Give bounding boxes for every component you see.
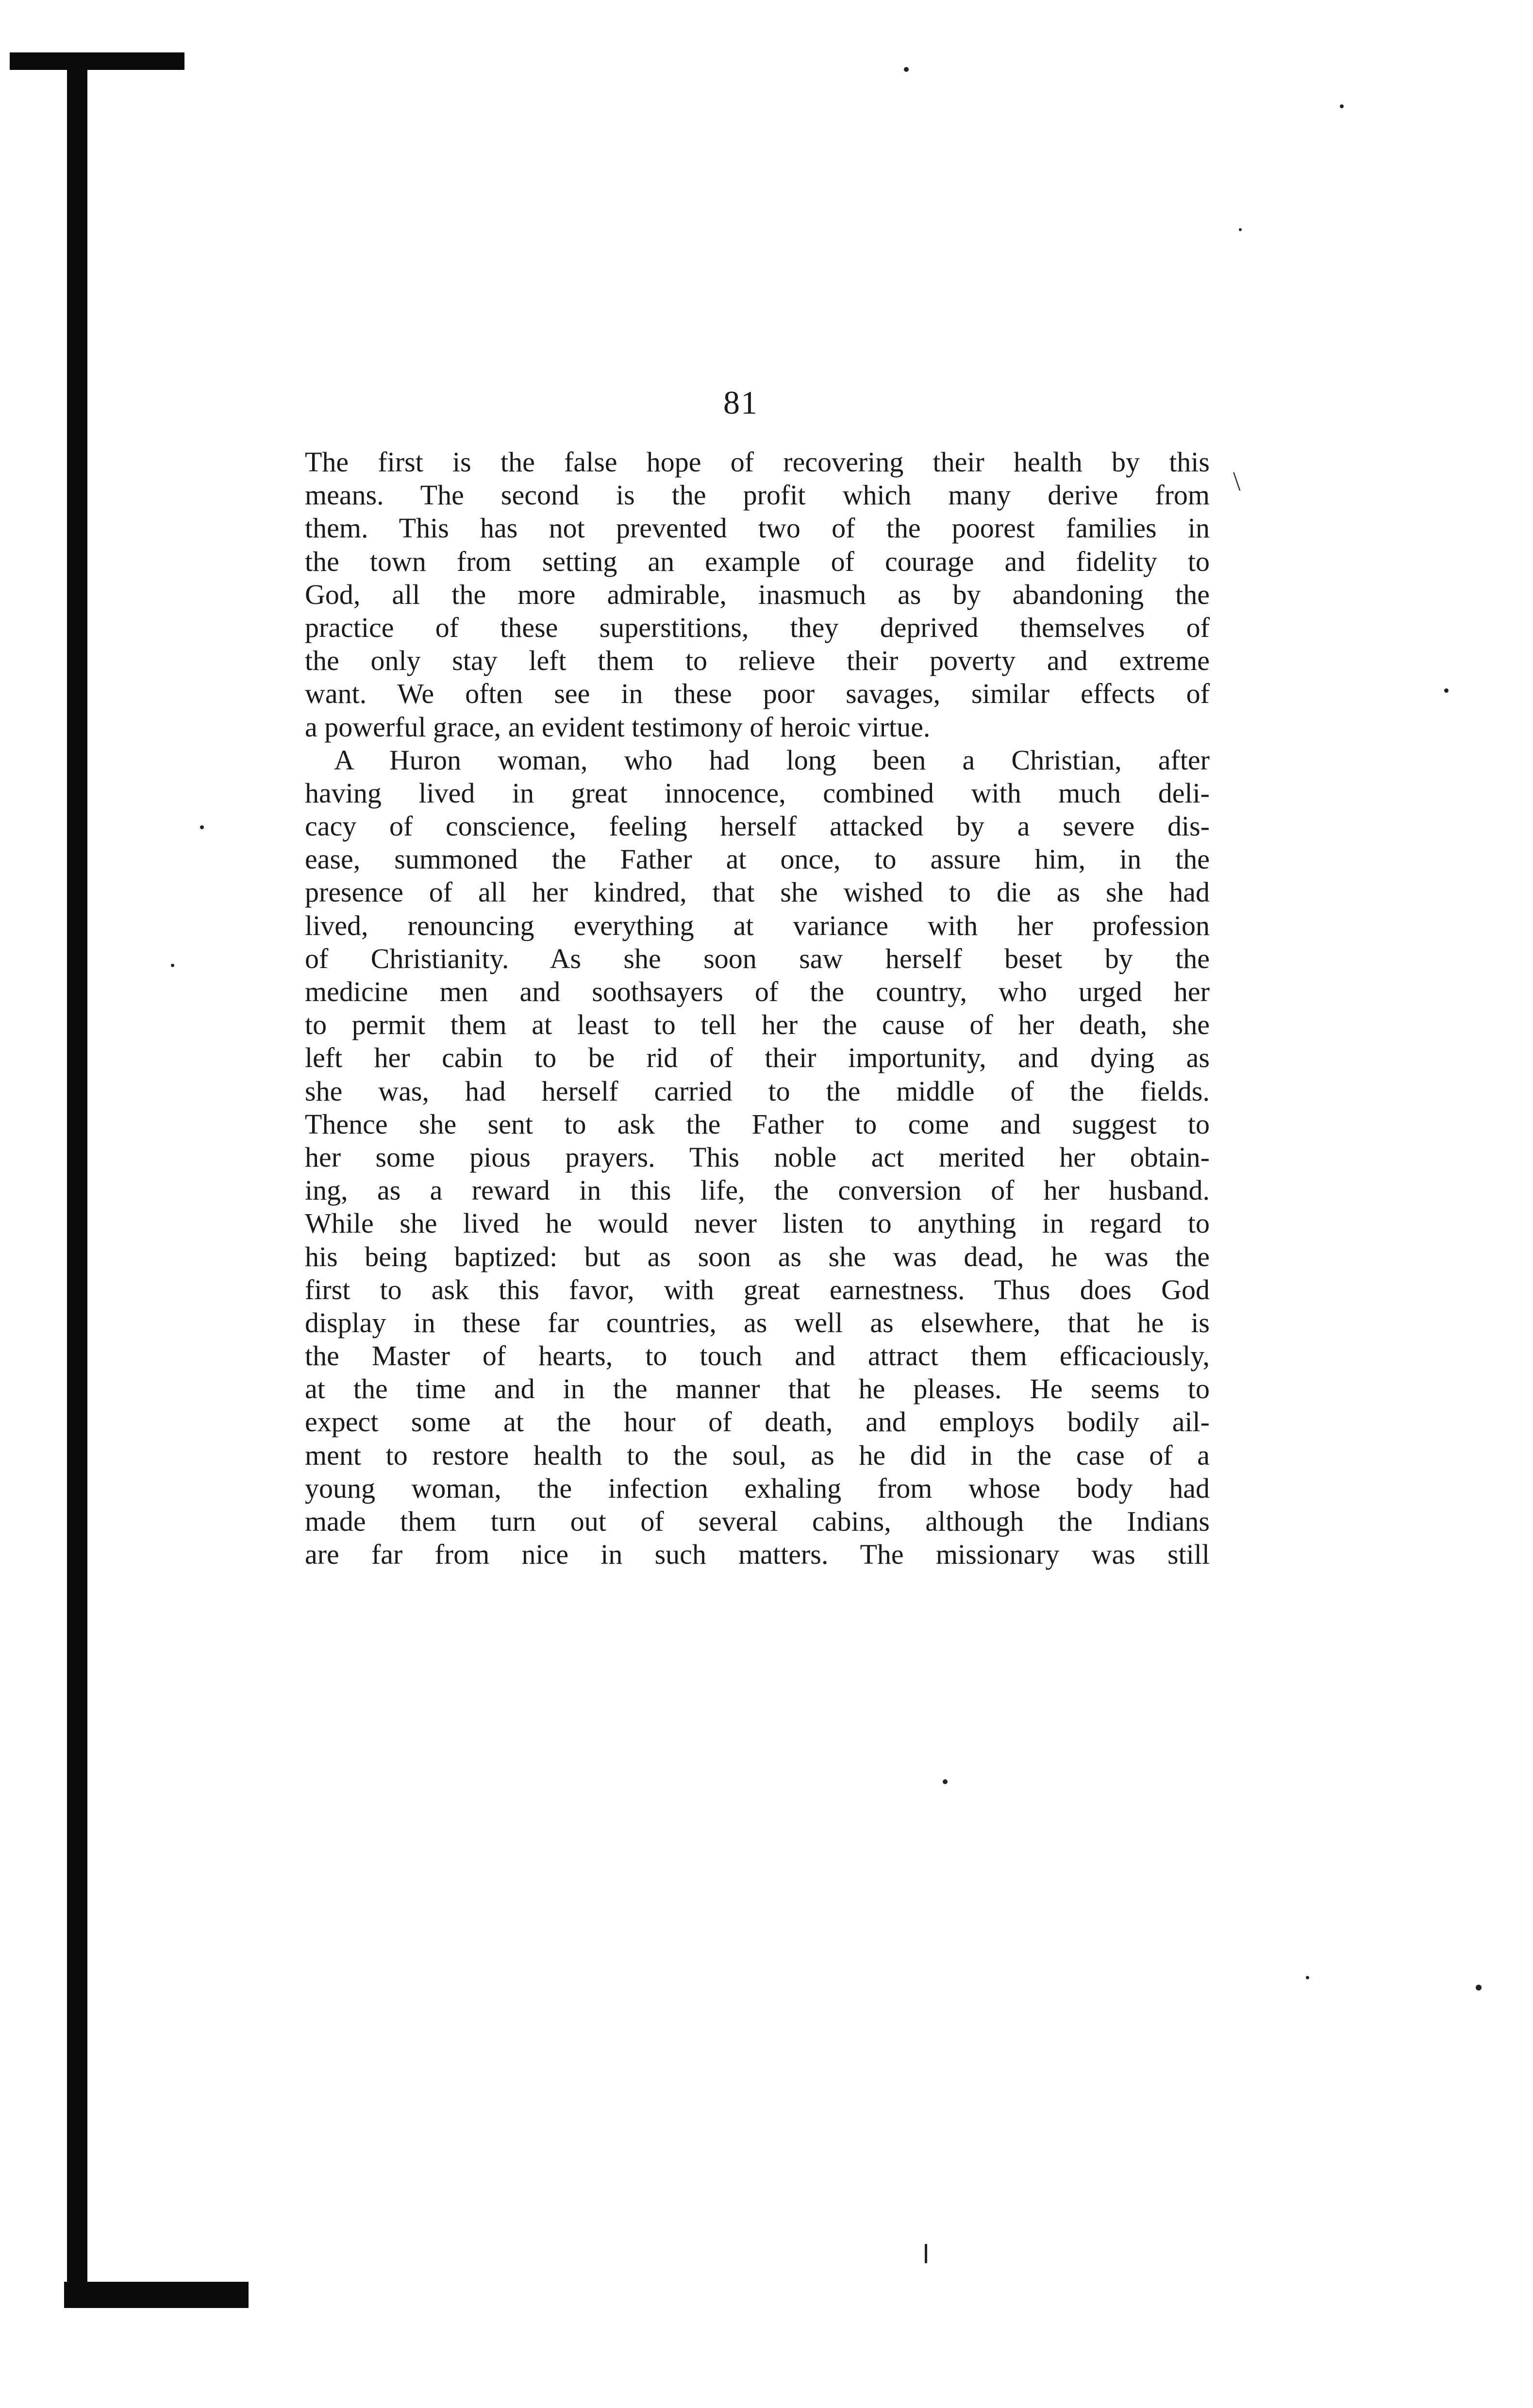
text-line: God, all the more admirable, inasmuch as by abandoning the: [305, 578, 1210, 610]
text-line: expect some at the hour of death, and employs bodily ail-: [305, 1406, 1210, 1438]
text-line: the town from setting an example of courage and fidelity to: [305, 545, 1210, 577]
text-line: medicine men and soothsayers of the country, who urged her: [305, 976, 1210, 1007]
text-line: her some pious prayers. This noble act merited her obtain-: [305, 1141, 1210, 1173]
text-line: of Christianity. As she soon saw herself beset by the: [305, 942, 1210, 974]
text-line: Thence she sent to ask the Father to come and suggest to: [305, 1108, 1210, 1140]
text-line: means. The second is the profit which many derive from: [305, 479, 1210, 511]
text-line: ment to restore health to the soul, as he did in the case of a: [305, 1439, 1210, 1471]
scan-speck: [200, 825, 204, 829]
text-line: presence of all her kindred, that she wished to die as she had: [305, 876, 1210, 908]
text-line: lived, renouncing everything at variance with her profession: [305, 909, 1210, 941]
scan-speck: [1239, 228, 1242, 231]
text-line: made them turn out of several cabins, although the Indians: [305, 1505, 1210, 1537]
text-line: left her cabin to be rid of their importunity, and dying as: [305, 1042, 1210, 1074]
text-line: practice of these superstitions, they deprived themselves of: [305, 611, 1210, 643]
text-line: young woman, the infection exhaling from whose body had: [305, 1472, 1210, 1504]
text-line: ing, as a reward in this life, the conversion of her husband.: [305, 1174, 1210, 1206]
binding-bar-stem: [67, 52, 87, 2295]
scan-speck: [1476, 1985, 1482, 1990]
text-line: a powerful grace, an evident testimony of heroic virtue.: [305, 711, 931, 743]
text-line: the Master of hearts, to touch and attract them efficaciously,: [305, 1340, 1210, 1372]
text-line: want. We often see in these poor savages, similar effects of: [305, 678, 1210, 710]
text-line: having lived in great innocence, combined with much deli-: [305, 777, 1210, 809]
scan-speck: [1306, 1976, 1309, 1979]
scan-speck: [904, 67, 909, 72]
page-number: 81: [723, 384, 758, 421]
scan-speck: [171, 964, 174, 967]
text-line: The first is the false hope of recovering their health by this: [305, 446, 1210, 478]
margin-mark: \: [1233, 467, 1241, 497]
text-line: display in these far countries, as well as elsewhere, that he is: [305, 1306, 1210, 1338]
binding-bar-top: [10, 52, 184, 70]
text-line: she was, had herself carried to the middle of the fields.: [305, 1075, 1210, 1107]
text-line: While she lived he would never listen to anything in regard to: [305, 1207, 1210, 1239]
body-text: [305, 446, 1210, 1571]
text-line: ease, summoned the Father at once, to assure him, in the: [305, 843, 1210, 875]
text-line: to permit them at least to tell her the cause of her death, she: [305, 1009, 1210, 1041]
paragraph-start-line: A Huron woman, who had long been a Christian, after: [334, 744, 1210, 776]
text-line: at the time and in the manner that he pleases. He seems to: [305, 1373, 1210, 1405]
scan-speck: [943, 1779, 948, 1784]
text-line: are far from nice in such matters. The missionary was still: [305, 1538, 1210, 1571]
text-line: them. This has not prevented two of the poorest families in: [305, 512, 1210, 544]
text-line: first to ask this favor, with great earnestness. Thus does God: [305, 1273, 1210, 1305]
binding-bar-bottom: [64, 2282, 249, 2308]
scan-speck: [1444, 688, 1449, 693]
text-line: cacy of conscience, feeling herself attacked by a severe dis-: [305, 810, 1210, 842]
scan-speck: [925, 2244, 927, 2263]
scan-speck: [1340, 104, 1344, 108]
text-line: his being baptized: but as soon as she was dead, he was the: [305, 1240, 1210, 1272]
text-line: the only stay left them to relieve their poverty and extreme: [305, 645, 1210, 677]
